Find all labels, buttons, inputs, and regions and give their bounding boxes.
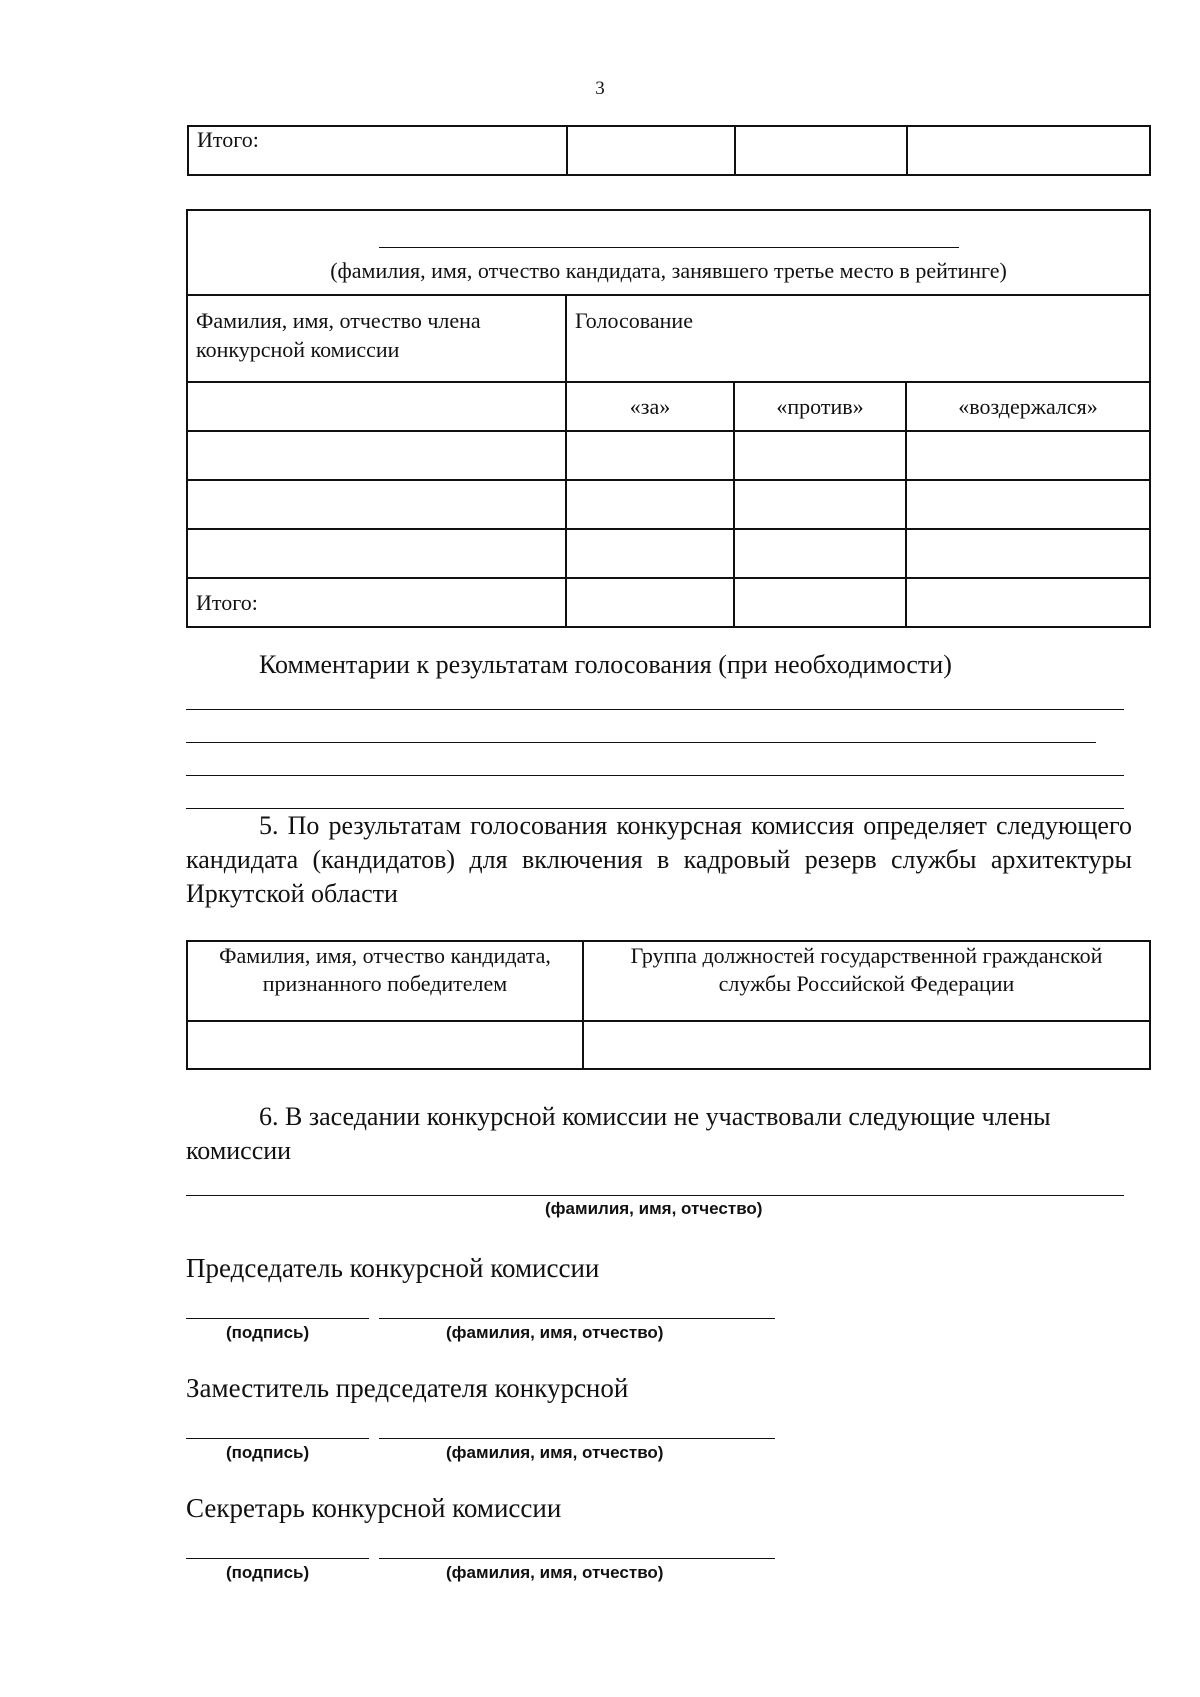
winner-table	[186, 940, 1151, 1070]
blank-header-cell	[187, 382, 566, 431]
table-row	[187, 210, 1150, 295]
secretary-name-line[interactable]	[379, 1558, 775, 1559]
total-for-cell[interactable]	[567, 126, 735, 175]
candidate3-voting-table	[186, 209, 1151, 628]
total-against-cell[interactable]	[735, 126, 907, 175]
member-column-header: Фамилия, имя, отчество члена конкурсной комиссии	[187, 295, 566, 382]
vote-against-cell[interactable]	[734, 431, 906, 480]
table-row	[187, 382, 1150, 431]
position-group-cell[interactable]	[583, 1021, 1150, 1069]
chairman-name-line[interactable]	[379, 1318, 775, 1319]
table-row	[187, 529, 1150, 578]
member-name-cell[interactable]	[187, 431, 566, 480]
chairman-signature-hint: (подпись)	[226, 1323, 310, 1342]
comment-line-3[interactable]	[186, 775, 1124, 776]
voting-column-header: Голосование	[566, 295, 1150, 382]
winner-name-cell[interactable]	[187, 1021, 583, 1069]
vote-for-header: «за»	[566, 382, 734, 431]
secretary-signature-line[interactable]	[186, 1558, 369, 1559]
member-name-cell[interactable]	[187, 480, 566, 529]
table-row	[187, 295, 1150, 382]
chairman-signature-line[interactable]	[186, 1318, 369, 1319]
vote-abstain-cell[interactable]	[906, 480, 1150, 529]
deputy-chairman-label: Заместитель председателя конкурсной	[186, 1373, 629, 1403]
absent-members-hint: (фамилия, имя, отчество)	[545, 1199, 763, 1218]
vote-against-cell[interactable]	[734, 529, 906, 578]
vote-against-header: «против»	[734, 382, 906, 431]
deputy-name-hint: (фамилия, имя, отчество)	[446, 1443, 664, 1462]
chairman-label: Председатель конкурсной комиссии	[186, 1253, 600, 1283]
previous-table-total	[187, 125, 1151, 176]
deputy-signature-line[interactable]	[186, 1438, 369, 1439]
vote-against-cell[interactable]	[734, 480, 906, 529]
comments-heading: Комментарии к результатам голосования (при необходимости)	[259, 650, 952, 679]
secretary-signature-hint: (подпись)	[226, 1563, 310, 1582]
table-row	[187, 941, 1150, 1021]
page-number: 3	[595, 78, 605, 99]
section5-paragraph: 5. По результатам голосования конкурсная комиссия определяет следующего кандидата (кандидатов) для включения в кадровый резерв службы архитектуры Иркутской области	[186, 811, 1132, 908]
table-row	[187, 480, 1150, 529]
total-for-cell[interactable]	[566, 578, 734, 627]
total-abstain-cell[interactable]	[907, 126, 1150, 175]
candidate-column-header: Фамилия, имя, отчество кандидата, признанного победителем	[187, 941, 583, 1021]
candidate-name-line	[379, 247, 959, 248]
vote-for-cell[interactable]	[566, 529, 734, 578]
deputy-signature-hint: (подпись)	[226, 1443, 310, 1462]
table-row	[187, 578, 1150, 627]
deputy-name-line[interactable]	[379, 1438, 775, 1439]
group-column-header: Группа должностей государственной гражданской службы Российской Федерации	[583, 941, 1150, 1021]
vote-abstain-cell[interactable]	[906, 431, 1150, 480]
total-label: Итого:	[187, 578, 566, 627]
candidate-caption: (фамилия, имя, отчество кандидата, занявшего третье место в рейтинге)	[330, 258, 1007, 283]
table-row	[187, 431, 1150, 480]
secretary-name-hint: (фамилия, имя, отчество)	[446, 1563, 664, 1582]
vote-for-cell[interactable]	[566, 480, 734, 529]
absent-members-line[interactable]	[186, 1195, 1124, 1196]
vote-abstain-cell[interactable]	[906, 529, 1150, 578]
comment-line-1[interactable]	[186, 709, 1124, 710]
table-row	[187, 1021, 1150, 1069]
chairman-name-hint: (фамилия, имя, отчество)	[446, 1323, 664, 1342]
member-name-cell[interactable]	[187, 529, 566, 578]
total-label: Итого:	[188, 126, 567, 175]
comment-line-2[interactable]	[186, 742, 1096, 743]
total-abstain-cell[interactable]	[906, 578, 1150, 627]
total-against-cell[interactable]	[734, 578, 906, 627]
table-row	[188, 126, 1150, 175]
vote-for-cell[interactable]	[566, 431, 734, 480]
secretary-label: Секретарь конкурсной комиссии	[186, 1493, 562, 1523]
candidate-name-field[interactable]	[187, 210, 1150, 295]
vote-abstain-header: «воздержался»	[906, 382, 1150, 431]
section6-paragraph: 6. В заседании конкурсной комиссии не участвовали следующие члены комиссии	[186, 1102, 1051, 1165]
